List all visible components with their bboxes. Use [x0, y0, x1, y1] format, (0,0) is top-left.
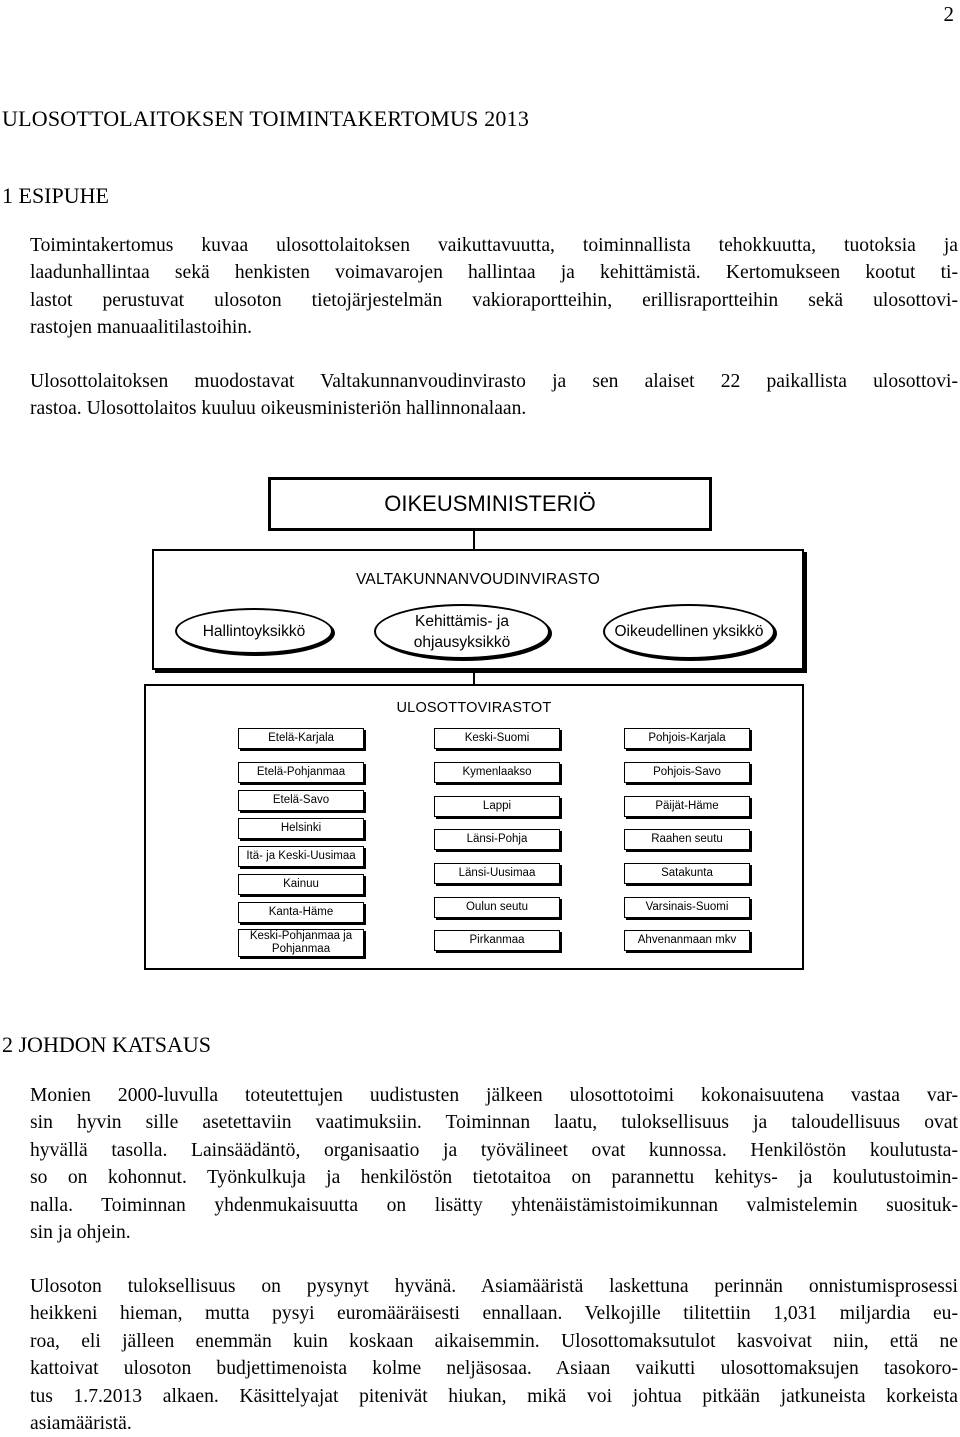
office-item: Satakunta — [624, 863, 750, 884]
office-item: Länsi-Pohja — [434, 829, 560, 850]
org-unit-kehittamis: Kehittämis- ja ohjausyksikkö — [374, 604, 550, 659]
office-item: Itä- ja Keski-Uusimaa — [238, 846, 364, 867]
section-heading-esipuhe: 1 ESIPUHE — [2, 183, 109, 208]
office-item: Oulun seutu — [434, 897, 560, 918]
office-item: Kymenlaakso — [434, 762, 560, 783]
section-heading-johdon-katsaus: 2 JOHDON KATSAUS — [2, 1032, 212, 1057]
text-line: so on kohonnut. Työnkulkuja ja henkilöstön tietotaitoa on parannettu kehitys- ja koulutustoimin- — [30, 1167, 958, 1189]
office-item: Ahvenanmaan mkv — [624, 930, 750, 951]
text-line: asiamääristä. — [30, 1413, 132, 1435]
office-item: Pohjois-Savo — [624, 762, 750, 783]
org-vkv-title: VALTAKUNNANVOUDINVIRASTO — [356, 571, 600, 588]
office-item: Etelä-Savo — [238, 790, 364, 811]
org-unit-hallinto: Hallintoyksikkö — [175, 608, 333, 654]
office-item: Keski-Suomi — [434, 728, 560, 749]
document-title: ULOSOTTOLAITOKSEN TOIMINTAKERTOMUS 2013 — [2, 106, 530, 131]
text-line: Ulosottolaitoksen muodostavat Valtakunnanvoudinvirasto ja sen alaiset 22 paikallista ulosottovi- — [30, 371, 958, 392]
org-connector-line — [473, 531, 475, 549]
text-line: Ulosoton tuloksellisuus on pysynyt hyvänä. Asiamääristä laskettuna perinnän onnistumisprosessi — [30, 1276, 958, 1297]
text-line: roa, eli jälleen enemmän kuin koskaan aikaisemmin. Ulosottomaksutulot kasvoivat niin, että ne — [30, 1330, 958, 1352]
office-item: Pirkanmaa — [434, 930, 560, 951]
org-unit-oikeudellinen: Oikeudellinen yksikkö — [603, 604, 775, 659]
office-item: Helsinki — [238, 818, 364, 839]
office-item: Etelä-Pohjanmaa — [238, 762, 364, 783]
text-line: Monien 2000-luvulla toteutettujen uudistusten jälkeen ulosottotoimi kokonaisuutena vastaa var- — [30, 1085, 958, 1106]
org-ministry-box: OIKEUSMINISTERIÖ — [268, 477, 712, 531]
office-item: Etelä-Karjala — [238, 728, 364, 749]
office-item: Länsi-Uusimaa — [434, 863, 560, 884]
text-line: hyvällä tasolla. Lainsäädäntö, organisaatio ja työvälineet ovat kunnossa. Henkilöstön koulutusta- — [30, 1139, 958, 1161]
text-line: kattoivat ulosoton budjettimenoista kolme neljäsosaa. Asiaan vaikutti ulosottomaksujen tasokoro- — [30, 1358, 958, 1380]
office-item: Kanta-Häme — [238, 902, 364, 923]
text-line: laadunhallintaa sekä henkisten voimavarojen hallintaa ja kehittämistä. Kertomukseen kootut ti- — [30, 262, 958, 284]
text-line: tus 1.7.2013 alkaen. Käsittelyajat pitenivät hiukan, mikä voi johtua pitkään jatkuneista korkeista — [30, 1385, 958, 1407]
page-number: 2 — [943, 2, 954, 26]
office-item: Varsinais-Suomi — [624, 897, 750, 918]
esipuhe-paragraph-1 — [30, 232, 958, 342]
text-line: rastojen manuaalitilastoihin. — [30, 317, 253, 339]
text-line: Toimintakertomus kuvaa ulosottolaitoksen vaikuttavuutta, toiminnallista tehokkuutta, tuotoksia ja — [30, 235, 958, 256]
org-offices-title: ULOSOTTOVIRASTOT — [396, 700, 552, 716]
office-item: Kainuu — [238, 874, 364, 895]
office-item: Päijät-Häme — [624, 796, 750, 817]
text-line: heikkeni hieman, mutta pysyi euromääräisesti ennallaan. Velkojille tilitettiin 1,031 miljardia eu- — [30, 1303, 958, 1325]
text-line: lastot perustuvat ulosoton tietojärjestelmän vakioraportteihin, erillisraportteihin sekä ulosottovi- — [30, 289, 958, 311]
office-item: Keski-Pohjanmaa ja Pohjanmaa — [238, 929, 364, 957]
text-line: rastoa. Ulosottolaitos kuuluu oikeusministeriön hallinnonalaan. — [30, 398, 527, 420]
katsaus-paragraph-1 — [30, 1082, 958, 1246]
text-line: nalla. Toiminnan yhdenmukaisuutta on lisätty yhtenäistämistoimikunnan valmistelemin suosituk- — [30, 1194, 958, 1216]
katsaus-paragraph-2 — [30, 1273, 958, 1437]
office-item: Raahen seutu — [624, 829, 750, 850]
office-item: Pohjois-Karjala — [624, 728, 750, 749]
text-line: sin ja ohjein. — [30, 1222, 131, 1244]
text-line: sin hyvin sille asetettaviin vaatimuksiin. Toiminnan laatu, tuloksellisuus ja taloudellisuus ovat — [30, 1112, 958, 1134]
esipuhe-paragraph-2 — [30, 368, 958, 423]
org-connector-line — [473, 670, 475, 684]
office-item: Lappi — [434, 796, 560, 817]
